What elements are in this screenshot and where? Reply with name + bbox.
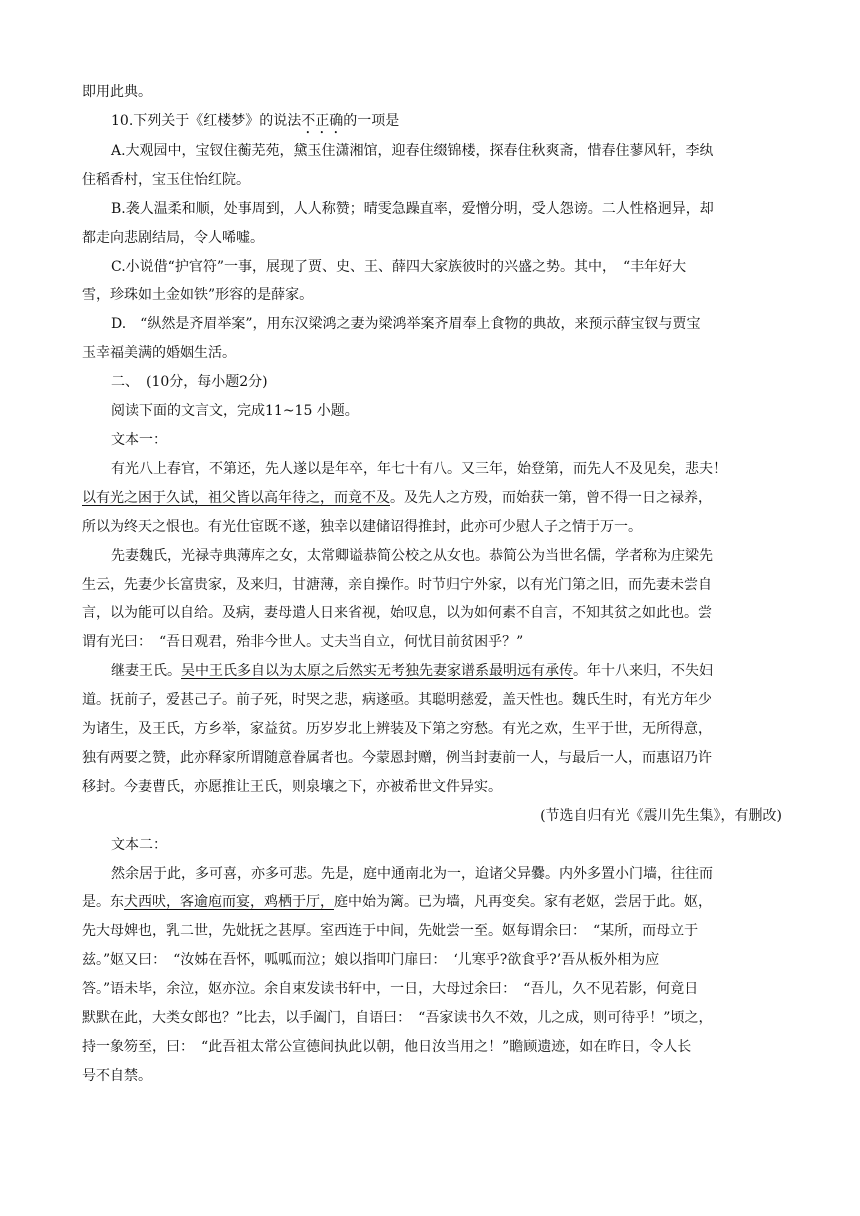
text-1-p3-line3: 为诸生，及王氏，方乡举，家益贫。历岁岁北上辨装及下第之穷愁。有光之欢，生平于世，无所得意， bbox=[82, 721, 712, 738]
text-2-paragraph bbox=[82, 860, 782, 1091]
text-2-line7: 持一象笏至，曰： “此吾祖太常公宣德间执此以朝，他日汝当用之！”瞻顾遗迹，如在昨日，令人长 bbox=[82, 1039, 692, 1055]
text-2-line2-rest: 庭中始为篱。已为墙，凡再变矣。家有老妪，尝居于此。妪， bbox=[334, 894, 712, 911]
option-d-line2: 玉幸福美满的婚姻生活。 bbox=[82, 345, 236, 362]
text-1-p2-line4: 谓有光曰： “吾日观君，殆非今世人。丈夫当自立，何忧目前贫困乎？” bbox=[82, 634, 524, 651]
text-2-line5: 答。”语未毕，余泣，妪亦泣。余自束发读书轩中，一日，大母过余曰： “吾儿，久不见若影，何竟日 bbox=[82, 981, 699, 998]
q10-stem-part-b: 的一项是 bbox=[343, 112, 400, 129]
option-c bbox=[82, 253, 782, 311]
text-1-p3-line1-start: 继妻王氏。 bbox=[111, 663, 181, 680]
text-2-line6: 默默在此，大类女郎也？”比去，以手阖门，自语曰： “吾家读书久不效，儿之成，则可待乎！”顷之， bbox=[82, 1010, 713, 1027]
text-1-p1-line2-rest: 。及先人之方殁，而始获一第，曾不得一日之禄养， bbox=[390, 489, 712, 506]
option-b-line1: B.袭人温柔和顺，处事周到，人人称赞；晴雯急躁直率，爱憎分明，受人怨谤。二人性格迥异，却 bbox=[111, 200, 714, 217]
option-c-line1: C.小说借“护官符”一事，展现了贾、史、王、薛四大家族彼时的兴盛之势。其中， “丰年好大 bbox=[111, 258, 687, 275]
option-c-line2: 雪，珍珠如土金如铁”形容的是薛家。 bbox=[82, 287, 314, 304]
text-1-p2-line1: 先妻魏氏，光禄寺典薄库之女，太常卿谥恭简公校之从女也。恭简公为当世名儒，学者称为庄梁先 bbox=[111, 547, 713, 564]
text-1-paragraph-1 bbox=[82, 455, 782, 542]
section-2-heading: 二、 (10分，每小题2分) bbox=[111, 374, 268, 391]
text-1-p1-line1: 有光八上春官，不第还，先人遂以是年卒，年七十有八。又三年，始登第，而先人不及见矣，悲夫！ bbox=[111, 460, 727, 477]
q10-stem-part-a: 10.下列关于《红楼梦》的说法 bbox=[111, 112, 302, 129]
text-1-p1-line3: 所以为终天之恨也。有光仕宦既不遂，独幸以建储诏得推封，此亦可少慰人子之情于万一。 bbox=[82, 518, 642, 535]
section-2-instruction: 阅读下面的文言文，完成11~15 小题。 bbox=[111, 403, 359, 420]
text-1-paragraph-2 bbox=[82, 542, 782, 658]
intro-end-line: 即用此典。 bbox=[82, 84, 152, 100]
text-1-underlined-passage: 吴中王氏多自以为太原之后然实无考独先妻家谱系最明远有承传 bbox=[181, 663, 573, 680]
q10-stem-emphasis: 不正确 bbox=[301, 112, 344, 129]
text-2-line8: 号不自禁。 bbox=[82, 1067, 152, 1084]
option-d-line1: D. “纵然是齐眉举案”，用东汉梁鸿之妻为梁鸿举案齐眉奉上食物的典故，来预示薛宝钗与贾宝 bbox=[111, 316, 701, 333]
question-10-stem bbox=[82, 107, 782, 137]
text-2-line4: 兹。”妪又曰： “汝姊在吾怀，呱呱而泣；娘以指叩门扉曰： ‘儿寒乎?欲食乎?’吾从板外相为应 bbox=[82, 952, 660, 969]
text-2-line3: 先大母婢也，乳二世，先妣抚之甚厚。室西连于中间，先妣尝一至。妪每谓余曰： “某所，而母立于 bbox=[82, 923, 699, 940]
option-b-line2: 都走向悲剧结局，令人唏嘘。 bbox=[82, 229, 264, 246]
text-1-underlined-sentence: 以有光之困于久试，祖父皆以高年待之，而竟不及 bbox=[82, 489, 390, 506]
text-1-p2-line2: 生云，先妻少长富贵家，及来归，甘溏薄，亲自操作。时节归宁外家，以有光门第之旧，而先妻未尝自 bbox=[82, 576, 712, 593]
text-1-p3-line2: 道。抚前子，爱甚己子。前子死，时哭之悲，病遂亟。其聪明慈爱，盖天性也。魏氏生时，有光方年少 bbox=[82, 692, 712, 709]
option-a-line1: A.大观园中，宝钗住蘅芜苑，黛玉住潇湘馆，迎春住缀锦楼，探春住秋爽斋，惜春住蓼风轩，李纨 bbox=[111, 142, 714, 159]
option-a-line2: 住稻香村，宝玉住怡红院。 bbox=[82, 171, 250, 188]
text-1-p3-line4: 独有两要之赞，此亦释家所谓随意眷属者也。今蒙恩封赠，例当封妻前一人，与最后一人，而惠诏乃许 bbox=[82, 749, 712, 766]
document-page bbox=[82, 78, 782, 1091]
text-2-line1: 然余居于此，多可喜，亦多可悲。先是，庭中通南北为一，迨诸父异爨。内外多置小门墙，往往而 bbox=[111, 865, 713, 882]
text-2-label: 文本二： bbox=[111, 836, 167, 853]
option-d bbox=[82, 310, 782, 368]
text-1-p3-line1-rest: 。年十八来归，不失妇 bbox=[573, 663, 713, 680]
option-b bbox=[82, 195, 782, 253]
text-1-p3-line5: 移封。今妻曹氏，亦愿推让王氏，则泉壤之下，亦被希世文件异实。 bbox=[82, 778, 502, 795]
text-1-source: (节选自归有光《震川先生集》，有删改) bbox=[540, 807, 782, 824]
text-1-p2-line3: 言，以为能可以自给。及病，妻母遣人日来省视，始叹息，以为如何素不自言，不知其贫之如此也。尝 bbox=[82, 605, 712, 622]
text-2-underlined-phrase: 犬西吠，客逾庖而宴，鸡栖于厅， bbox=[124, 894, 334, 911]
text-1-paragraph-3 bbox=[82, 657, 782, 802]
text-1-label: 文本一： bbox=[111, 431, 167, 448]
text-2-line2-start: 是。东 bbox=[82, 894, 124, 911]
option-a bbox=[82, 137, 782, 195]
